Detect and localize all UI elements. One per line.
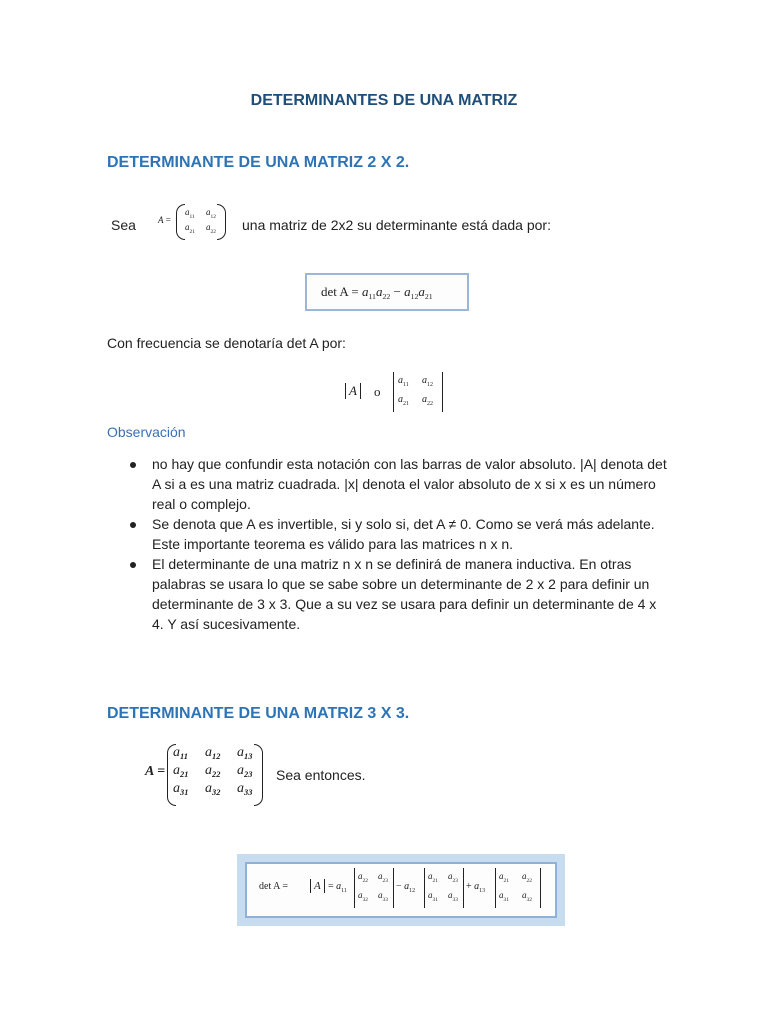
bullet-icon	[130, 522, 136, 528]
section-heading-2x2: DETERMINANTE DE UNA MATRIZ 2 X 2.	[107, 154, 410, 171]
matrix-label: A =	[145, 764, 166, 779]
matrix-cell: $a_{11}$	[173, 745, 188, 761]
sea-entonces-text: Sea entonces.	[276, 767, 366, 783]
bullet-icon	[130, 462, 136, 468]
det3-formula-lhs: det A	[259, 881, 280, 892]
notation-or: o	[374, 384, 381, 399]
matrix-cell: $a_{31}$	[173, 781, 189, 797]
notation-abs-a: A	[349, 383, 357, 398]
section-heading-3x3: DETERMINANTE DE UNA MATRIZ 3 X 3.	[107, 705, 410, 722]
det-3x3-formula-box: det A = A = $a_{11}$ $a_{22}$ $a_{23}$ $a_{32}$ $a_{33}$ − $a_{12}$ $a_{21}$ $a_{23}$ $a_{31}$ $a_{33}$ + $a_{13}$ $a_{21}$ $a_{22}$ $a_{31}$ $a_{32}$	[245, 862, 557, 918]
observation-list	[107, 454, 667, 634]
matrix-cell: $a_{22}$	[205, 763, 221, 779]
det-formula-lhs: det A	[321, 284, 349, 299]
bullet-icon	[130, 562, 136, 568]
list-item: Se denota que A es invertible, si y solo si, det A ≠ 0. Como se verá más adelante. Este importante teorema es válido para las matrices n x n.	[107, 514, 667, 554]
matrix-cell: $a_{12}$	[205, 745, 221, 761]
matrix-2x2-definition: A = $a_{11}$ $a_{12}$ $a_{21}$ $a_{22}$	[158, 204, 230, 238]
list-item: El determinante de una matriz n x n se definirá de manera inductiva. En otras palabras se usara lo que se sabe sobre un determinante de 2 x 2 para definir un determinante de 3 x 3. Que a su vez se usara para definir un determinante de 4 x 4. Y así sucesivamente.	[107, 554, 667, 634]
det-2x2-formula-box: $\det A = a_{11}a_{22} - a_{12}a_{21}$	[305, 273, 469, 311]
matrix-cell: $a_{13}$	[237, 745, 253, 761]
matrix-cell: $a_{21}$	[173, 763, 189, 779]
matrix-cell: $a_{33}$	[237, 781, 253, 797]
det-3x3-formula-frame	[237, 854, 565, 926]
sea-label: Sea	[111, 217, 136, 233]
matrix-3x3-cells	[173, 745, 269, 797]
matrix-3x3-definition	[145, 744, 265, 806]
list-item: no hay que confundir esta notación con las barras de valor absoluto. |A| denota det A si a es una matriz cuadrada. |x| denota el valor absoluto de x si x es un número real o complejo.	[107, 454, 667, 514]
notation-text: Con frecuencia se denotaría det A por:	[107, 335, 346, 351]
page-title: DETERMINANTES DE UNA MATRIZ	[250, 92, 518, 109]
observation-label: Observación	[107, 424, 186, 440]
matrix-cell: $a_{23}$	[237, 763, 253, 779]
matrix-intro-text: una matriz de 2x2 su determinante está dada por:	[242, 217, 551, 233]
matrix-cell: $a_{32}$	[205, 781, 221, 797]
determinant-notation: A o $a_{11}$ $a_{12}$ $a_{21}$ $a_{22}$	[345, 372, 445, 414]
